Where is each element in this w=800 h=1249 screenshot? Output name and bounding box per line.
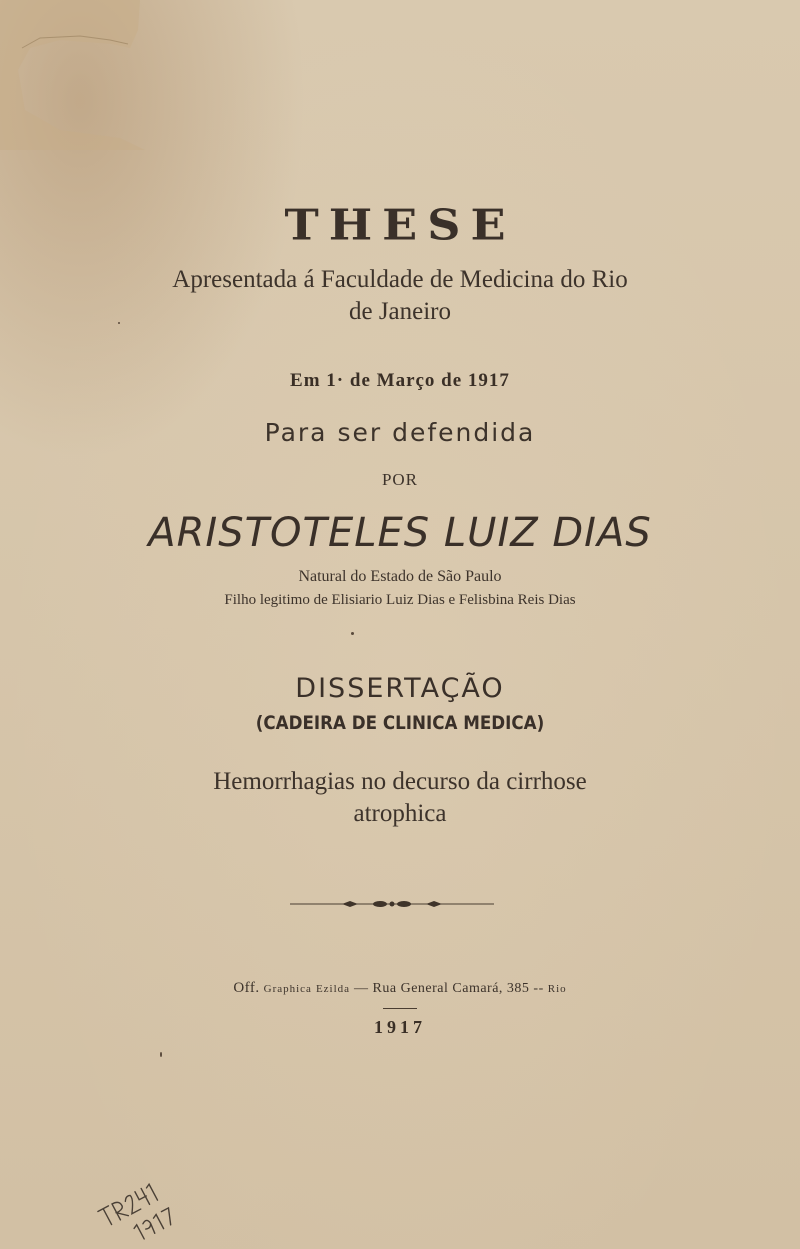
torn-corner-stain	[0, 0, 150, 150]
printer-line	[0, 980, 800, 997]
year-rule	[383, 1008, 417, 1009]
ink-speck	[118, 322, 120, 324]
author-name: ARISTOTELES LUIZ DIAS	[148, 510, 652, 556]
printer-graphica: Graphica	[263, 983, 312, 995]
date-line: Em 1· de Março de 1917	[290, 370, 510, 391]
ink-speck	[351, 632, 354, 635]
handwritten-shelfmark	[92, 1162, 182, 1242]
chair-line: (CADEIRA DE CLINICA MEDICA)	[255, 712, 545, 734]
printer-rio: Rio	[547, 983, 567, 995]
topic-line-1: Hemorrhagias no decurso da cirrhose	[213, 768, 587, 795]
subtitle-line-1: Apresentada á Faculdade de Medicina do Rio	[172, 266, 628, 293]
year-line: 1917	[374, 1017, 426, 1037]
dissertation-title: DISSERTAÇÃO	[295, 673, 505, 704]
printer-dash: —	[354, 981, 369, 996]
printer-address: Rua General Camará, 385 --	[372, 981, 544, 996]
printer-off: Off.	[233, 980, 260, 996]
defend-line: Para ser defendida	[264, 418, 536, 447]
ornamental-rule	[290, 897, 494, 911]
ink-speck	[160, 1052, 162, 1057]
printer-ezilda: Ezilda	[315, 983, 351, 995]
topic-line-2: atrophica	[353, 800, 447, 827]
parents-line: Filho legitimo de Elisiario Luiz Dias e Felisbina Reis Dias	[224, 592, 576, 608]
subtitle-line-2: de Janeiro	[348, 298, 452, 325]
por-line: POR	[381, 470, 419, 489]
these-title: THESE	[284, 200, 516, 250]
origin-line: Natural do Estado de São Paulo	[298, 568, 502, 585]
